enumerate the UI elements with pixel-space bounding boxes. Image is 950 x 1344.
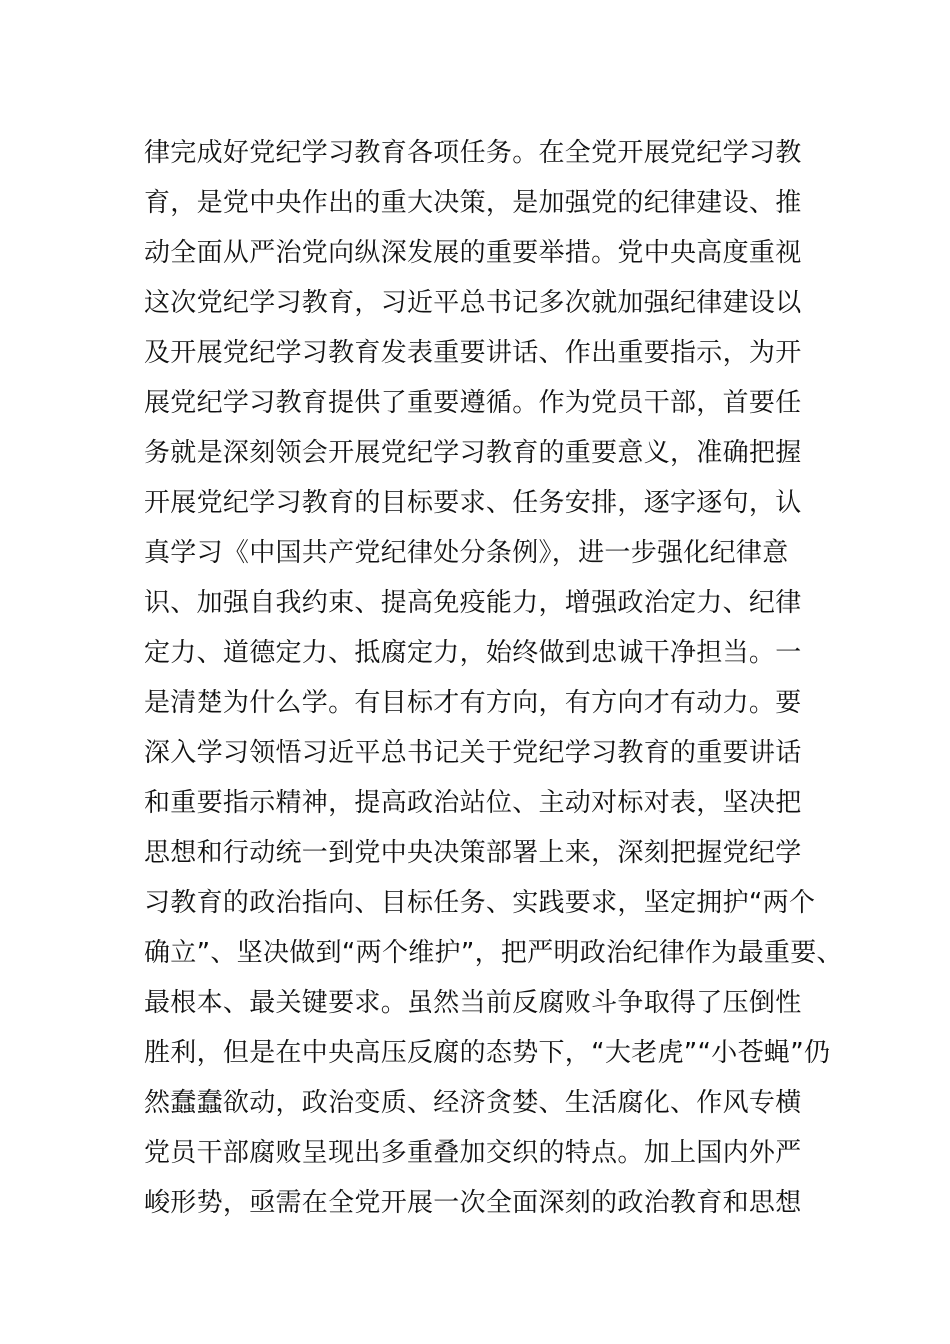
text-line: 及开展党纪学习教育发表重要讲话、作出重要指示，为开 <box>144 338 802 368</box>
text-line: 这次党纪学习教育，习近平总书记多次就加强纪律建设以 <box>144 288 802 318</box>
text-line: 胜利，但是在中央高压反腐的态势下，“大老虎”“小苍蝇”仍 <box>144 1038 831 1068</box>
text-line: 峻形势，亟需在全党开展一次全面深刻的政治教育和思想 <box>144 1188 802 1218</box>
text-line: 习教育的政治指向、目标任务、实践要求，坚定拥护“两个 <box>144 888 816 918</box>
text-line: 最根本、最关键要求。虽然当前反腐败斗争取得了压倒性 <box>144 988 802 1018</box>
text-line: 识、加强自我约束、提高免疫能力，增强政治定力、纪律 <box>144 588 802 618</box>
text-line: 育，是党中央作出的重大决策，是加强党的纪律建设、推 <box>144 188 802 218</box>
text-line: 务就是深刻领会开展党纪学习教育的重要意义，准确把握 <box>144 438 802 468</box>
text-line: 开展党纪学习教育的目标要求、任务安排，逐字逐句，认 <box>144 488 802 518</box>
text-line: 动全面从严治党向纵深发展的重要举措。党中央高度重视 <box>144 238 802 268</box>
text-line: 和重要指示精神，提高政治站位、主动对标对表，坚决把 <box>144 788 802 818</box>
text-line: 思想和行动统一到党中央决策部署上来，深刻把握党纪学 <box>144 838 802 868</box>
text-line: 党员干部腐败呈现出多重叠加交织的特点。加上国内外严 <box>144 1138 802 1168</box>
text-line: 定力、道德定力、抵腐定力，始终做到忠诚干净担当。一 <box>144 638 802 668</box>
text-line: 深入学习领悟习近平总书记关于党纪学习教育的重要讲话 <box>144 738 802 768</box>
text-line: 是清楚为什么学。有目标才有方向，有方向才有动力。要 <box>144 688 802 718</box>
text-line: 确立”、坚决做到“两个维护”，把严明政治纪律作为最重要、 <box>144 938 843 968</box>
body-text <box>144 128 843 1228</box>
text-line: 展党纪学习教育提供了重要遵循。作为党员干部，首要任 <box>144 388 802 418</box>
text-line: 然蠢蠢欲动，政治变质、经济贪婪、生活腐化、作风专横 <box>144 1088 802 1118</box>
text-line: 律完成好党纪学习教育各项任务。在全党开展党纪学习教 <box>144 138 802 168</box>
text-line: 真学习《中国共产党纪律处分条例》，进一步强化纪律意 <box>144 538 789 568</box>
